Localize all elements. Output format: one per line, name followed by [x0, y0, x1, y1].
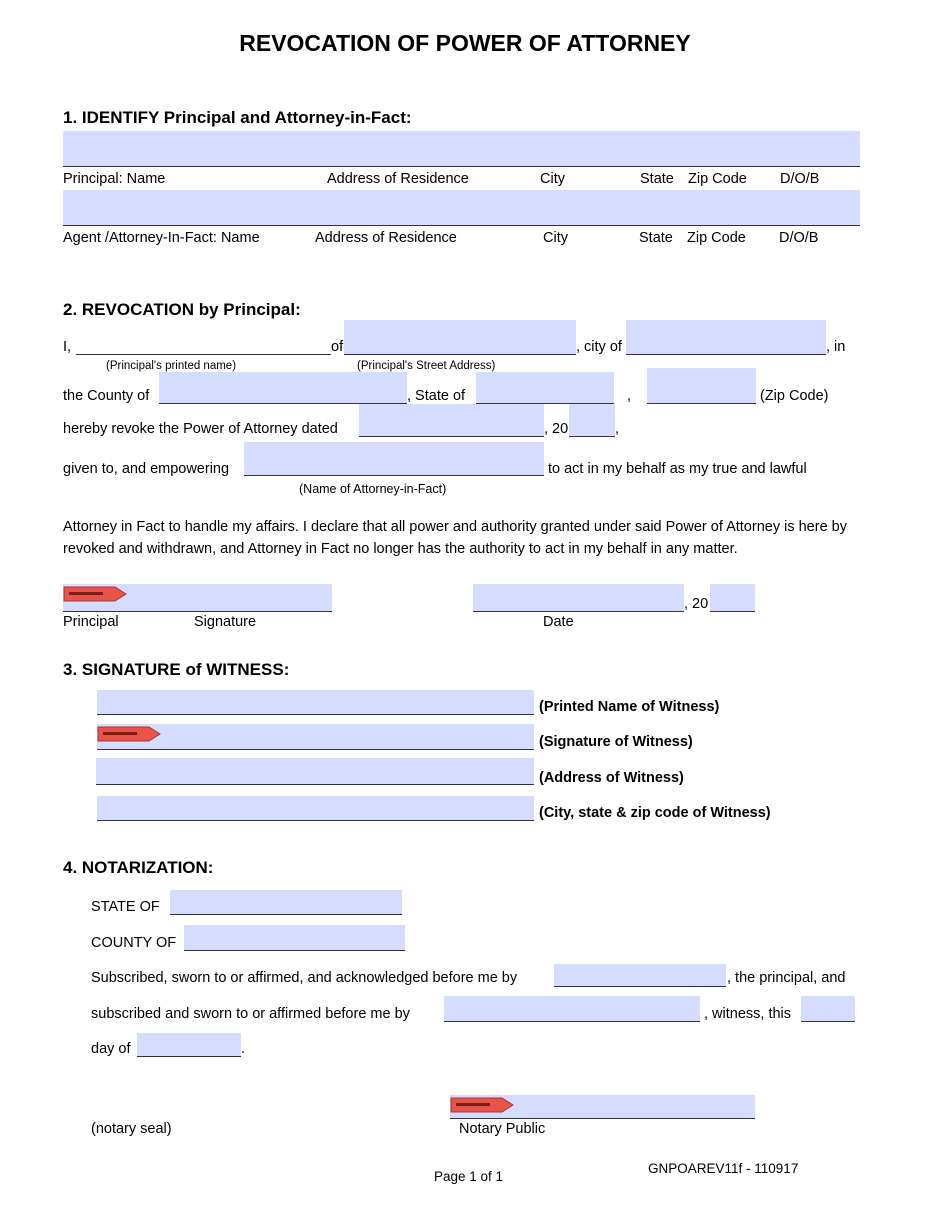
- trailing-comma-label: ,: [615, 421, 620, 437]
- principal-city-field[interactable]: [626, 320, 826, 355]
- signature-label: Signature: [194, 614, 257, 630]
- date-label: Date: [543, 614, 574, 630]
- period-label: .: [241, 1041, 246, 1057]
- principal-city-label: City: [540, 171, 565, 187]
- agent-name-label: Agent /Attorney-In-Fact: Name: [63, 230, 260, 246]
- principal-street-field[interactable]: [344, 320, 576, 355]
- revoke-dated-label: hereby revoke the Power of Attorney dated: [63, 421, 338, 437]
- to-act-label: to act in my behalf as my true and lawful: [548, 461, 807, 477]
- attorney-name-field[interactable]: [244, 442, 544, 476]
- sign-here-flag-icon: [97, 726, 161, 742]
- witness-city-label: (City, state & zip code of Witness): [539, 805, 771, 821]
- agent-address-label: Address of Residence: [315, 230, 457, 246]
- signature-year-field[interactable]: [710, 584, 755, 612]
- zip-caption: (Zip Code): [760, 388, 829, 404]
- principal-zip-label: Zip Code: [688, 171, 747, 187]
- witness-city-field[interactable]: [97, 796, 534, 821]
- street-caption: (Principal's Street Address): [357, 360, 496, 372]
- witness-printed-name-label: (Printed Name of Witness): [539, 699, 720, 715]
- county-field[interactable]: [159, 372, 407, 404]
- agent-zip-label: Zip Code: [687, 230, 746, 246]
- notary-principal-field[interactable]: [554, 964, 726, 987]
- agent-info-field[interactable]: [63, 190, 860, 226]
- in-label: , in: [826, 339, 846, 355]
- section-2-heading: 2. REVOCATION by Principal:: [63, 300, 301, 319]
- page-number: Page 1 of 1: [434, 1169, 504, 1184]
- principal-label: Principal: [63, 614, 119, 630]
- document-title: REVOCATION OF POWER OF ATTORNEY: [239, 30, 691, 56]
- principal-name-label: Principal: Name: [63, 171, 166, 187]
- county-of-label: the County of: [63, 388, 150, 404]
- witness-this-label: , witness, this: [704, 1006, 792, 1022]
- agent-city-label: City: [543, 230, 568, 246]
- day-of-label: day of: [91, 1041, 131, 1057]
- principal-info-field[interactable]: [63, 131, 860, 167]
- city-of-label: , city of: [576, 339, 622, 355]
- section-4-heading: 4. NOTARIZATION:: [63, 858, 214, 877]
- witness-address-field[interactable]: [96, 758, 534, 785]
- the-principal-label: , the principal, and: [727, 970, 846, 986]
- section-1-heading: 1. IDENTIFY Principal and Attorney-in-Fact:: [63, 108, 412, 127]
- witness-signature-label: (Signature of Witness): [539, 734, 693, 750]
- notary-state-label: STATE OF: [91, 899, 160, 915]
- subscribed-sworn-label: subscribed and sworn to or affirmed before me by: [91, 1006, 410, 1022]
- principal-name-caption: (Principal's printed name): [106, 360, 237, 372]
- agent-dob-label: D/O/B: [779, 230, 819, 246]
- notary-state-field[interactable]: [170, 890, 402, 915]
- principal-state-label: State: [640, 171, 674, 187]
- i-label: I,: [63, 339, 72, 355]
- state-of-label: , State of: [407, 388, 466, 404]
- sign-here-flag-icon: [63, 586, 127, 602]
- witness-printed-name-field[interactable]: [97, 690, 534, 715]
- section-3-heading: 3. SIGNATURE of WITNESS:: [63, 660, 290, 679]
- state-field[interactable]: [476, 372, 614, 404]
- signature-date-field[interactable]: [473, 584, 684, 612]
- notary-public-label: Notary Public: [459, 1121, 546, 1137]
- zip-field[interactable]: [647, 368, 756, 404]
- subscribed-before-label: Subscribed, sworn to or affirmed, and acknowledged before me by: [91, 970, 518, 986]
- notary-month-field[interactable]: [137, 1033, 241, 1057]
- poa-year-field[interactable]: [569, 404, 615, 437]
- revocation-paragraph: Attorney in Fact to handle my affairs. I declare that all power and authority granted under said Power of Attorney is here by revoked and withdrawn, and Attorney in Fact no longer has the authority to act in my behalf in any matter.: [63, 519, 847, 557]
- comma-20-label: , 20: [544, 421, 569, 437]
- sig-comma-20-label: , 20: [684, 596, 709, 612]
- poa-date-field[interactable]: [359, 404, 544, 437]
- agent-state-label: State: [639, 230, 673, 246]
- principal-address-label: Address of Residence: [327, 171, 469, 187]
- notary-seal-label: (notary seal): [91, 1121, 172, 1137]
- attorney-caption: (Name of Attorney-in-Fact): [299, 482, 447, 496]
- form-code: GNPOAREV11f - 110917: [648, 1161, 799, 1176]
- witness-address-label: (Address of Witness): [539, 770, 684, 786]
- principal-printed-name-field[interactable]: [76, 336, 331, 355]
- sign-here-flag-icon: [450, 1097, 514, 1113]
- notary-county-field[interactable]: [184, 925, 405, 951]
- notary-county-label: COUNTY OF: [91, 935, 177, 951]
- notary-witness-field[interactable]: [444, 996, 700, 1022]
- given-to-label: given to, and empowering: [63, 461, 230, 477]
- witness-signature-field[interactable]: [97, 724, 534, 750]
- principal-dob-label: D/O/B: [780, 171, 820, 187]
- notary-day-field[interactable]: [801, 996, 855, 1022]
- of-label: of: [331, 339, 344, 355]
- comma-label: ,: [627, 388, 632, 404]
